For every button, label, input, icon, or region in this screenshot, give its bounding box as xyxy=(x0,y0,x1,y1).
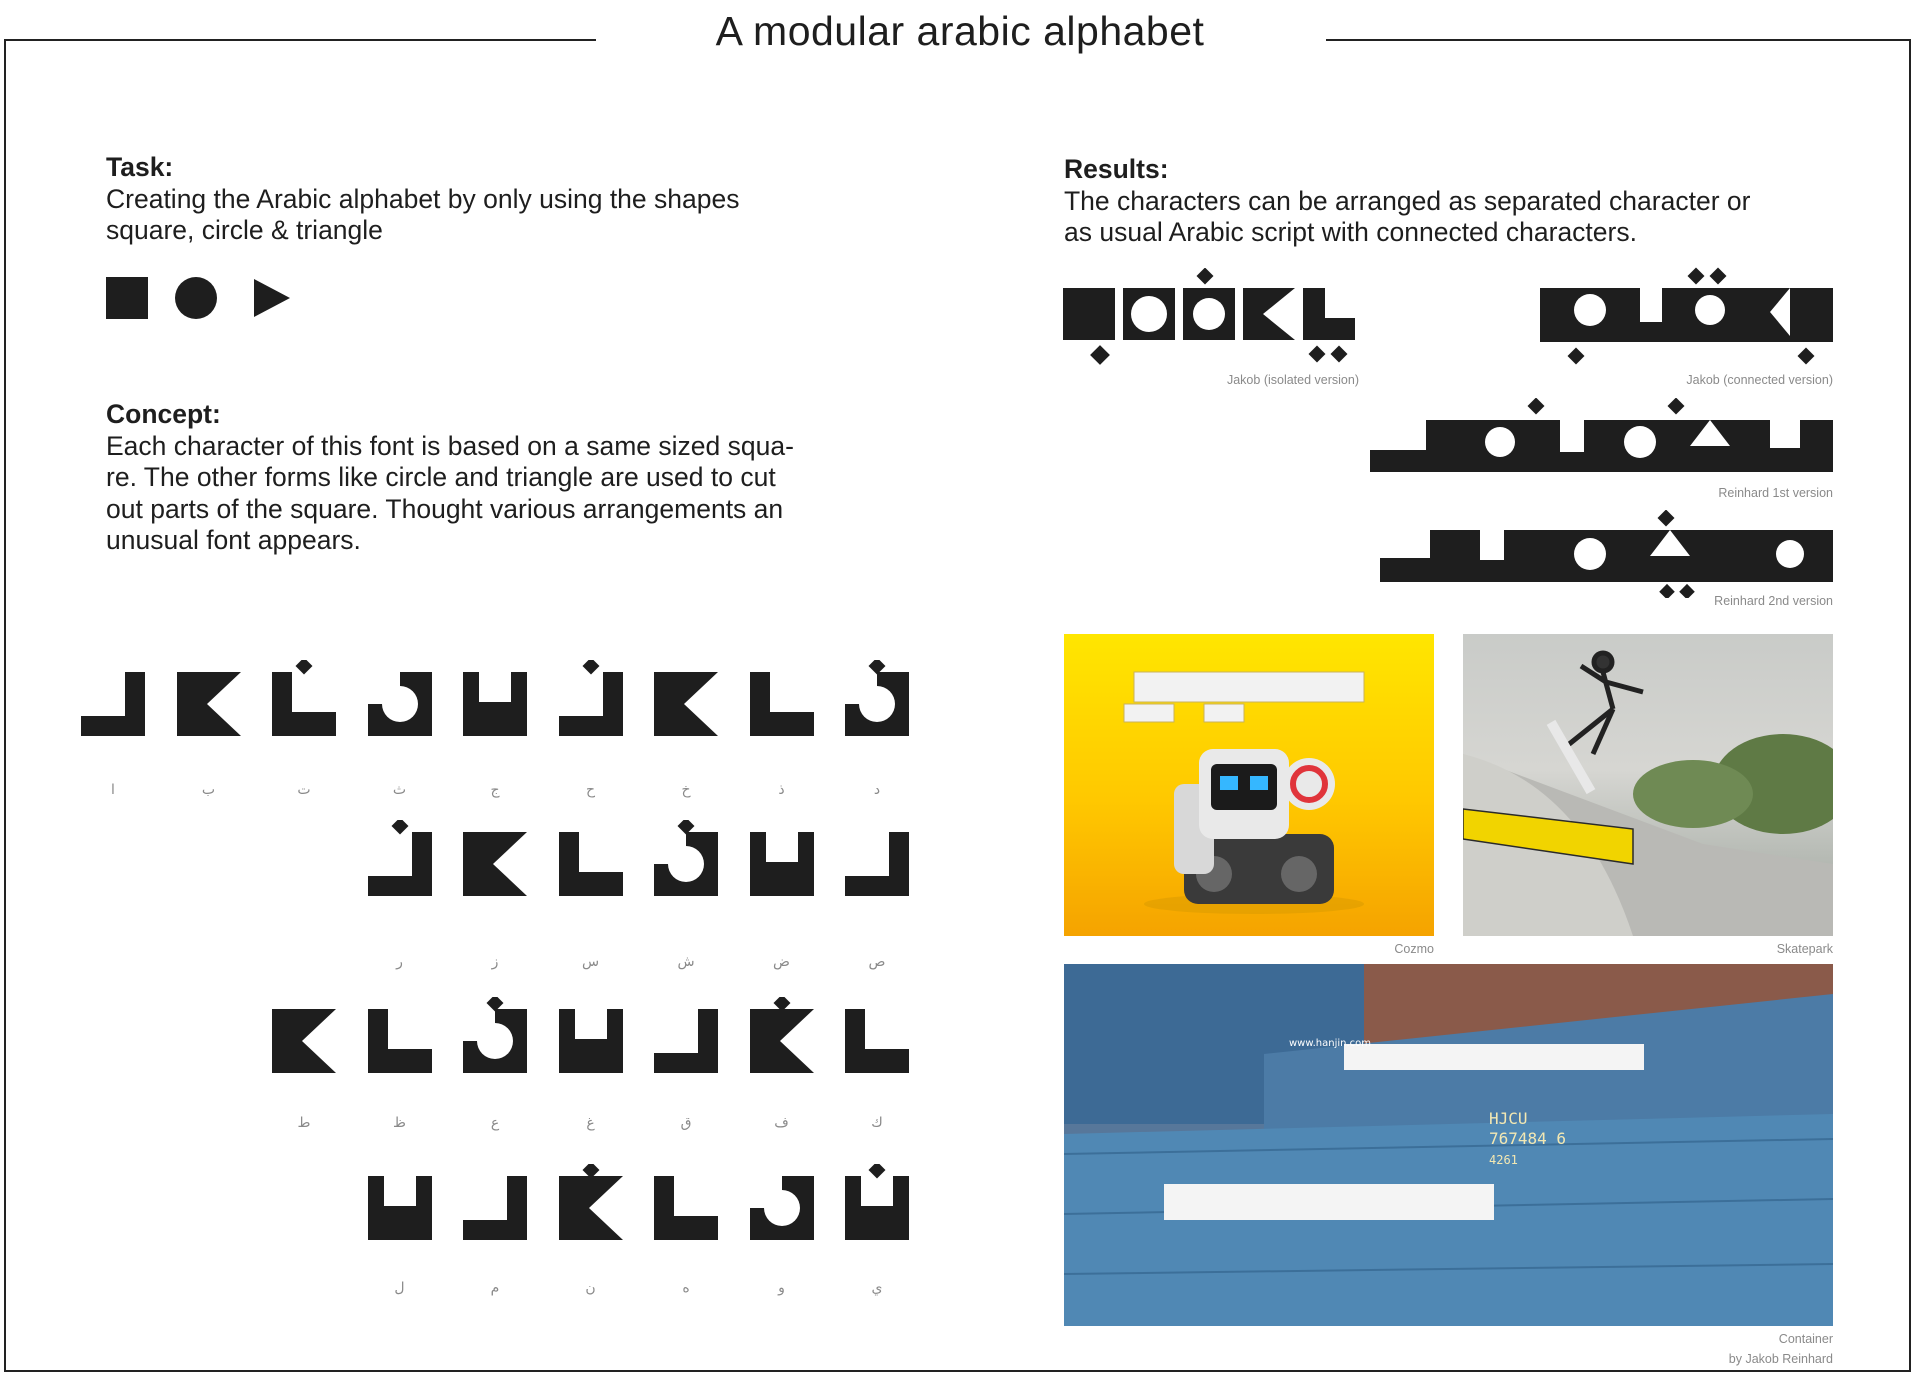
container-photo xyxy=(1064,964,1833,1326)
alphabet-letter-label: غ xyxy=(586,1115,595,1131)
basic-shapes xyxy=(106,275,306,321)
container-marking-2: 767484 6 xyxy=(1489,1129,1567,1148)
results-heading: Results: xyxy=(1064,154,1169,184)
alphabet-letter-label: ش xyxy=(677,954,695,970)
alphabet-glyph xyxy=(559,820,623,896)
alphabet-letter-label: ي xyxy=(871,1280,883,1296)
caption-reinhard-1: Reinhard 1st version xyxy=(1718,486,1833,500)
caption-skatepark: Skatepark xyxy=(1776,942,1833,956)
reinhard-2nd-word xyxy=(1380,510,1833,598)
alphabet-letter-label: ز xyxy=(491,954,499,970)
alphabet-letter-label: د xyxy=(873,782,881,798)
alphabet-letter-label: س xyxy=(581,954,600,970)
alphabet-glyph xyxy=(845,997,909,1073)
alphabet-letter-label: ث xyxy=(392,782,407,798)
robot-illustration xyxy=(1144,749,1364,914)
alphabet-glyph xyxy=(654,660,718,736)
task-heading: Task: xyxy=(106,152,174,182)
concept-line: re. The other forms like circle and triangle are used to cut xyxy=(106,462,776,492)
caption-container: Container xyxy=(1778,1332,1833,1346)
caption-cozmo: Cozmo xyxy=(1394,942,1434,956)
skatepark-photo xyxy=(1463,634,1833,936)
title-rule-left xyxy=(4,39,596,41)
task-section xyxy=(106,152,739,247)
alphabet-letter-label: و xyxy=(778,1280,785,1296)
jakob-connected-word xyxy=(1540,266,1833,368)
results-line: The characters can be arranged as separated character or xyxy=(1064,185,1751,216)
alphabet-glyph xyxy=(463,820,527,896)
circle-icon xyxy=(175,277,217,319)
alphabet-letter-label: ج xyxy=(490,782,500,798)
alphabet-glyph xyxy=(559,1164,623,1240)
alphabet-letter-label: ط xyxy=(297,1115,311,1131)
task-line: square, circle & triangle xyxy=(106,215,383,245)
concept-line: out parts of the square. Thought various arrangements an xyxy=(106,493,784,524)
jakob-isolated-word xyxy=(1063,268,1359,368)
results-line: as usual Arabic script with connected characters. xyxy=(1064,217,1637,247)
alphabet-glyph xyxy=(845,820,909,896)
alphabet-letter-label: ذ xyxy=(778,782,785,798)
alphabet-glyph xyxy=(750,660,814,736)
alphabet-letter-label: ص xyxy=(868,954,886,970)
container-marking-1: HJCU xyxy=(1489,1109,1528,1128)
container-url: www.hanjin.com xyxy=(1289,1038,1372,1049)
page-title: A modular arabic alphabet xyxy=(715,8,1205,54)
alphabet-glyph xyxy=(750,820,814,896)
alphabet-letter-label: ف xyxy=(774,1115,789,1131)
alphabet-glyph xyxy=(654,1164,718,1240)
alphabet-glyph xyxy=(81,660,145,736)
skater xyxy=(1563,653,1643,754)
caption-credit: by Jakob Reinhard xyxy=(1728,1352,1833,1366)
alphabet-letter-label: ا xyxy=(111,782,115,798)
alphabet-glyph xyxy=(272,997,336,1073)
task-line: Creating the Arabic alphabet by only using the shapes xyxy=(106,183,740,214)
caption-reinhard-2: Reinhard 2nd version xyxy=(1714,594,1833,608)
alphabet-letter-label: ع xyxy=(490,1115,500,1131)
alphabet-letter-label: ر xyxy=(396,954,403,970)
container-marking-3: 4261 xyxy=(1489,1153,1518,1167)
alphabet-glyph xyxy=(559,997,623,1073)
alphabet-glyph xyxy=(463,1164,527,1240)
cozmo-photo xyxy=(1064,634,1434,936)
alphabet-letter-label: ح xyxy=(585,782,596,798)
alphabet-glyph xyxy=(368,660,432,736)
alphabet-glyph xyxy=(654,997,718,1073)
alphabet-letter-label: ه xyxy=(682,1280,690,1296)
alphabet-letter-label: ق xyxy=(680,1115,692,1131)
alphabet-letter-label: ل xyxy=(394,1280,405,1296)
alphabet-glyph xyxy=(845,1164,909,1240)
alphabet-glyph xyxy=(463,660,527,736)
title-rule-right xyxy=(1326,39,1911,41)
concept-line: Each character of this font is based on a same sized squa- xyxy=(106,430,794,461)
alphabet-glyph xyxy=(750,997,814,1073)
concept-section xyxy=(106,399,794,557)
alphabet-glyph xyxy=(368,820,432,896)
alphabet-glyph xyxy=(272,660,336,736)
alphabet-glyph xyxy=(750,1164,814,1240)
reinhard-1st-word xyxy=(1370,398,1833,484)
alphabet-letter-label: ت xyxy=(297,782,311,798)
alphabet-glyph xyxy=(368,997,432,1073)
square-icon xyxy=(106,277,148,319)
caption-jakob-isolated: Jakob (isolated version) xyxy=(1226,373,1359,387)
alphabet-letter-label: ن xyxy=(585,1280,596,1296)
alphabet-glyph xyxy=(463,997,527,1073)
concept-line: unusual font appears. xyxy=(106,525,361,555)
alphabet-letter-label: ظ xyxy=(393,1115,406,1131)
alphabet-glyph xyxy=(654,820,718,896)
alphabet-glyph xyxy=(368,1164,432,1240)
alphabet-letter-label: خ xyxy=(681,782,691,798)
cozmo-logo-word xyxy=(1124,672,1364,722)
caption-jakob-connected: Jakob (connected version) xyxy=(1686,373,1833,387)
alphabet-glyph xyxy=(845,660,909,736)
trees xyxy=(1633,734,1833,834)
alphabet-letter-label: م xyxy=(490,1280,500,1296)
alphabet-letter-label: ك xyxy=(871,1115,883,1131)
results-section xyxy=(1064,154,1750,249)
alphabet-letter-label: ض xyxy=(773,954,790,970)
alphabet-glyph xyxy=(177,660,241,736)
alphabet-glyph xyxy=(559,660,623,736)
triangle-icon xyxy=(254,279,290,317)
alphabet-letter-label: ب xyxy=(201,782,216,798)
concept-heading: Concept: xyxy=(106,399,221,429)
